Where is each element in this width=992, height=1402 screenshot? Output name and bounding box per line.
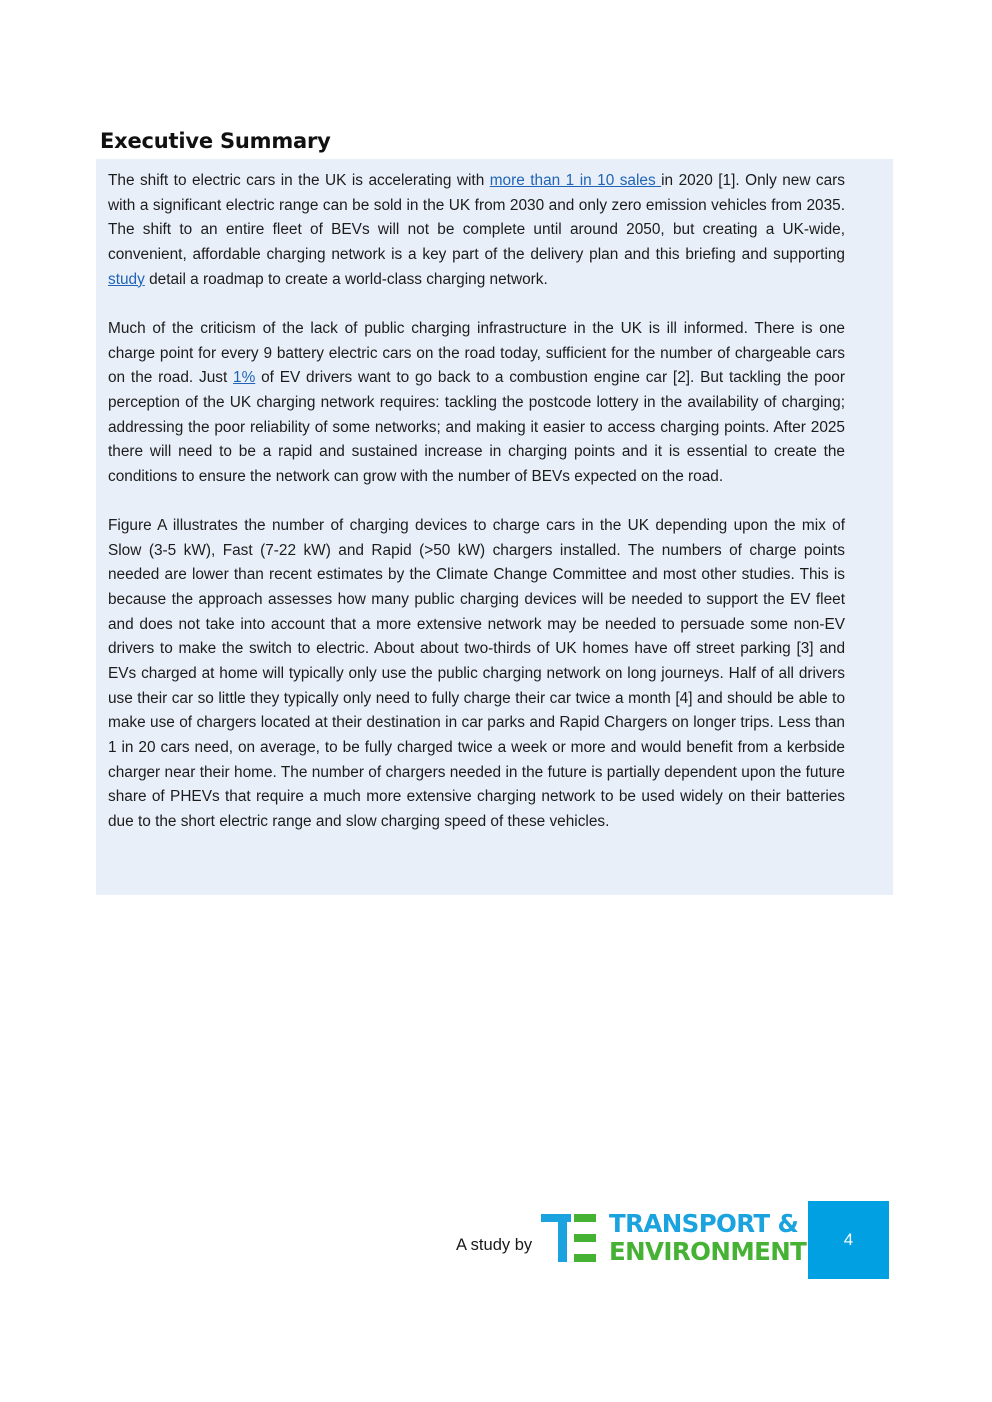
logo-line-environment: ENVIRONMENT	[609, 1237, 807, 1266]
logo-line-transport: TRANSPORT &	[609, 1209, 799, 1238]
one-percent-link[interactable]: 1%	[233, 369, 256, 387]
summary-paragraph-3: Figure A illustrates the number of charging devices to charge cars in the UK depending upon the mix of Slow (3-5 kW), Fast (7-22 kW) and Rapid (>50 kW) chargers installed. The numbers of charge points needed are lower than recent estimates by the Climate Change Committee and most other studies. This is because the approach assesses how many public charging devices will be needed to support the EV fleet and does not take into account that a more extensive network may be needed to persuade some non-EV drivers to make the switch to electric. About about two-thirds of UK homes have off street parking [3] and EVs charged at home will typically only use the public charging network on long journeys. Half of all drivers use their car so little they typically only need to fully charge their car twice a month [4] and should be able to make use of chargers located at their destination in car parks and Rapid Chargers on longer trips. Less than 1 in 20 cars need, on average, to be fully charged twice a week or more and would benefit from a kerbside charger near their home. The number of chargers needed in the future is partially dependent upon the future share of PHEVs that require a much more extensive charging network to be used widely on their batteries due to the short electric range and slow charging speed of these vehicles.	[108, 517, 845, 830]
page-title: Executive Summary	[100, 129, 331, 153]
study-link[interactable]: study	[108, 270, 145, 288]
page-number: 4	[808, 1201, 889, 1279]
logo-wordmark	[609, 1210, 806, 1266]
transport-environment-logo	[539, 1209, 807, 1266]
te-logo-icon	[539, 1210, 601, 1266]
paragraph-2-text-b: of EV drivers want to go back to a combustion engine car [2]. But tackling the poor perception of the UK charging network requires: tackling the postcode lottery in the availability of charging; addressing the poor reliability of some networks; and making it easier to access charging points. After 2025 there will need to be a rapid and sustained increase in charging points and it is essential to create the conditions to ensure the network can grow with the number of BEVs expected on the road.	[108, 369, 845, 485]
sales-share-link[interactable]: more than 1 in 10 sales	[489, 172, 662, 189]
paragraph-2-text-a: Much of the criticism of the lack of public charging infrastructure in the UK is ill informed. There is one charge point for every 9 battery electric cars on the road today, sufficient for the number of chargeable cars on the road. Just	[108, 319, 845, 387]
summary-paragraph-1	[108, 169, 845, 292]
paragraph-1-text-a: The shift to electric cars in the UK is accelerating with	[108, 172, 490, 189]
paragraph-1-text-c: detail a roadmap to create a world-class charging network.	[144, 270, 548, 288]
summary-paragraph-2	[108, 317, 845, 490]
paragraph-1-text-b: in 2020 [1]. Only new cars with a significant electric range can be sold in the UK from 2030 and only zero emission vehicles from 2035. The shift to an entire fleet of BEVs will not be complete until around 2050, but creating a UK-wide, convenient, affordable charging network is a key part of the delivery plan and this briefing and supporting	[108, 172, 845, 263]
executive-summary-box	[96, 159, 893, 895]
footer-credit: A study by	[456, 1236, 533, 1254]
